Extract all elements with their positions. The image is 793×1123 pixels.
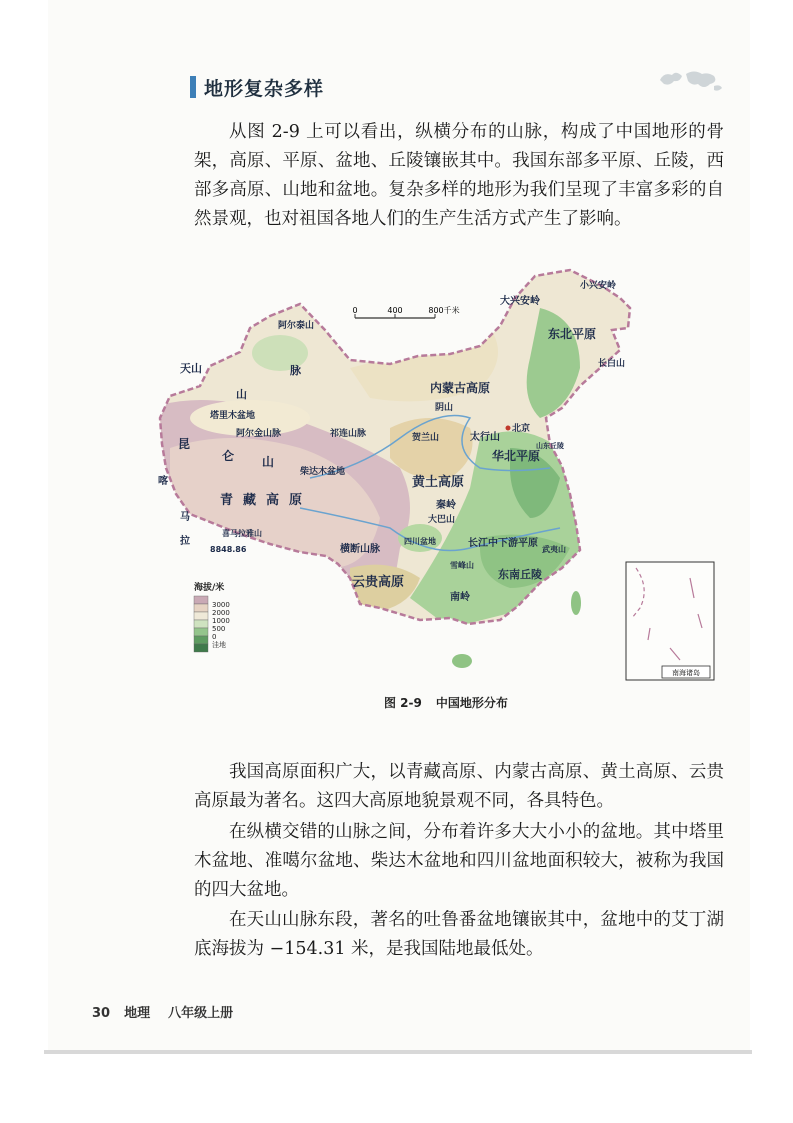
label-karakoram2: 马 (180, 512, 190, 523)
label-taihang: 太行山 (470, 432, 500, 443)
label-kunlun2: 仑 (222, 449, 235, 463)
label-beijing: 北京 (512, 424, 531, 434)
label-dongnan: 东南丘陵 (498, 568, 542, 581)
scale-end: 800千米 (428, 306, 460, 315)
beijing-marker (506, 426, 511, 431)
legend-level: 2000 (212, 609, 230, 617)
south-china-sea-inset (626, 562, 714, 680)
label-tianshan3: 脉 (290, 364, 301, 377)
page-edge (44, 1050, 752, 1054)
label-tarim: 塔里木盆地 (210, 411, 256, 421)
hainan-island (452, 654, 472, 668)
label-himalaya2: 拉 (180, 536, 190, 547)
scale-mid: 400 (387, 306, 403, 315)
legend-swatch (194, 596, 208, 604)
section-title: 地形复杂多样 (204, 78, 325, 100)
legend-swatch (194, 636, 208, 644)
inset-label: 南海诸岛 (672, 669, 700, 677)
page-footer (92, 1002, 233, 1021)
section-marker (190, 76, 196, 98)
label-karakoram: 喀 (158, 476, 168, 487)
label-qaidam: 柴达木盆地 (300, 467, 346, 477)
figure-caption (384, 694, 522, 711)
label-tianshan: 天山 (180, 362, 202, 375)
legend-swatch (194, 628, 208, 636)
label-hengduan: 横断山脉 (340, 544, 380, 555)
label-xuefeng: 雪峰山 (450, 561, 474, 570)
label-qilian: 祁连山脉 (330, 429, 367, 439)
legend-level: 洼地 (212, 641, 226, 649)
label-sichuan: 四川盆地 (404, 537, 436, 546)
label-huangtu: 黄土高原 (412, 475, 465, 490)
label-yinshan: 阴山 (435, 403, 454, 413)
figure-title: 中国地形分布 (435, 696, 508, 710)
book-grade: 八年级上册 (168, 1006, 234, 1021)
label-qingzang: 青藏高原 (220, 493, 313, 508)
label-changjiang: 长江中下游平原 (468, 538, 538, 549)
page-number: 30 (92, 1006, 111, 1021)
legend-level: 0 (212, 633, 217, 641)
legend-swatch (194, 604, 208, 612)
legend-level: 500 (212, 625, 226, 633)
label-dongbei: 东北平原 (548, 327, 597, 341)
label-helan: 贺兰山 (412, 433, 440, 443)
label-neimeng: 内蒙古高原 (430, 381, 491, 395)
taiwan-island (571, 591, 581, 615)
label-himalaya: 喜马拉雅山 (222, 529, 262, 538)
label-altai: 阿尔泰山 (278, 321, 315, 331)
label-shandong: 山东丘陵 (536, 442, 564, 450)
label-changbai: 长白山 (598, 359, 626, 369)
label-yungui: 云贵高原 (352, 575, 405, 590)
legend-swatch (194, 612, 208, 620)
book-subject: 地理 (124, 1006, 151, 1021)
label-altun: 阿尔金山脉 (236, 429, 282, 439)
label-wuyi: 武夷山 (542, 545, 566, 554)
label-daxing: 大兴安岭 (500, 296, 540, 307)
legend-swatch (194, 620, 208, 628)
label-kunlun1: 昆 (178, 437, 191, 451)
scale-bar (352, 305, 459, 318)
label-dabashan: 大巴山 (428, 515, 456, 525)
label-kunlun3: 山 (262, 455, 275, 469)
label-nanling: 南岭 (450, 592, 470, 603)
elevation-legend (194, 581, 230, 652)
china-terrain-map (150, 268, 730, 683)
label-everest: 8848.86 (210, 545, 247, 554)
label-qinling: 秦岭 (436, 500, 456, 511)
label-tianshan2: 山 (236, 388, 247, 401)
intro-paragraph: 从图 2-9 上可以看出，纵横分布的山脉，构成了中国地形的骨架，高原、平原、盆地、丘陵镶嵌其中。我国东部多平原、丘陵，西部多高原、山地和盆地。复杂多样的地形为我们呈现了丰富多彩的自然景观，也对祖国各地人们的生产生活方式产生了影响。 (194, 122, 724, 229)
figure-number: 图 2-9 (384, 696, 422, 710)
label-xiaoxing: 小兴安岭 (580, 281, 617, 291)
legend-level: 1000 (212, 617, 230, 625)
legend-level: 3000 (212, 601, 230, 609)
label-huabei: 华北平原 (492, 449, 541, 463)
basin-paragraph: 在纵横交错的山脉之间，分布着许多大大小小的盆地。其中塔里木盆地、准噶尔盆地、柴达木盆地和四川盆地面积较大，被称为我国的四大盆地。 (194, 822, 724, 900)
scale-zero: 0 (352, 306, 358, 315)
legend-swatch (194, 644, 208, 652)
plateau-paragraph: 我国高原面积广大，以青藏高原、内蒙古高原、黄土高原、云贵高原最为著名。这四大高原地貌景观不同，各具特色。 (194, 762, 724, 811)
world-map-icon (656, 66, 726, 96)
turpan-paragraph: 在天山山脉东段，著名的吐鲁番盆地镶嵌其中，盆地中的艾丁湖底海拔为 −154.31 米，是我国陆地最低处。 (194, 910, 724, 959)
legend-title: 海拔/米 (194, 583, 225, 593)
